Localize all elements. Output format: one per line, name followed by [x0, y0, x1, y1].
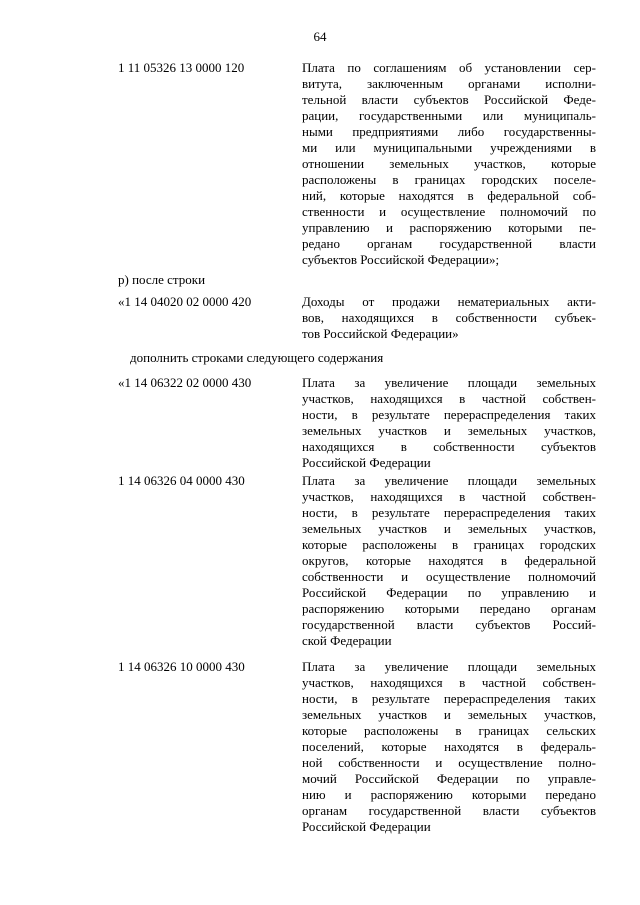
description-line: субъектов Российской Федерации»;	[302, 252, 500, 267]
budget-code-description	[302, 294, 596, 342]
description-line: мочий Российской Федерации по управле-	[302, 771, 596, 786]
description-line: которые расположены в границах сельских	[302, 723, 596, 738]
description-line: Российской Федерации по управлению и	[302, 585, 596, 600]
description-line: Плата за увеличение площади земельных	[302, 473, 596, 488]
budget-code-description	[302, 659, 596, 835]
description-line: которые расположены в границах городских	[302, 537, 596, 552]
description-line: Доходы от продажи нематериальных акти-	[302, 294, 596, 309]
description-line: ности, в результате перераспределения таких	[302, 691, 596, 706]
budget-code-description	[302, 60, 596, 268]
budget-code-description	[302, 473, 596, 649]
description-line: распоряжению которыми передано органам	[302, 601, 596, 616]
budget-code: «1 14 06322 02 0000 430	[118, 375, 252, 390]
description-line: находящихся в собственности субъектов	[302, 439, 596, 454]
description-line: ности, в результате перераспределения таких	[302, 407, 596, 422]
description-line: поселений, которые находятся в федераль-	[302, 739, 596, 754]
description-line: тельной власти субъектов Российской Феде-	[302, 92, 596, 107]
description-line: рации, государственными или муниципаль-	[302, 108, 596, 123]
description-line: собственности и осуществление полномочий	[302, 569, 596, 584]
description-line: Плата за увеличение площади земельных	[302, 659, 596, 674]
description-line: ской Федерации	[302, 633, 392, 648]
description-line: участков, находящихся в частной собствен-	[302, 489, 596, 504]
description-line: земельных участков и земельных участков,	[302, 707, 596, 722]
description-line: Плата за увеличение площади земельных	[302, 375, 596, 390]
instruction-supplement: дополнить строками следующего содержания	[130, 350, 384, 365]
description-line: ной собственности и осуществление полно-	[302, 755, 596, 770]
description-line: ний, которые находятся в федеральной соб-	[302, 188, 596, 203]
budget-code: 1 11 05326 13 0000 120	[118, 60, 245, 75]
instruction-after-line: р) после строки	[118, 272, 206, 287]
description-line: государственной власти субъектов Россий-	[302, 617, 596, 632]
description-line: расположены в границах городских поселе-	[302, 172, 596, 187]
description-line: Плата по соглашениям об установлении сер-	[302, 60, 596, 75]
budget-code: 1 14 06326 10 0000 430	[118, 659, 245, 674]
description-line: ными предприятиями либо государственны-	[302, 124, 596, 139]
description-line: вов, находящихся в собственности субъек-	[302, 310, 596, 325]
description-line: тов Российской Федерации»	[302, 326, 459, 341]
description-line: округов, которые находятся в федеральной	[302, 553, 596, 568]
description-line: органам государственной власти субъектов	[302, 803, 596, 818]
description-line: Российской Федерации	[302, 455, 431, 470]
page-number: 64	[313, 29, 327, 44]
description-line: земельных участков и земельных участков,	[302, 521, 596, 536]
description-line: нию и распоряжению которыми передано	[302, 787, 596, 802]
description-line: участков, находящихся в частной собствен-	[302, 391, 596, 406]
budget-code: 1 14 06326 04 0000 430	[118, 473, 245, 488]
description-line: витута, заключенным органами исполни-	[302, 76, 596, 91]
description-line: управлению и распоряжению которыми пе-	[302, 220, 596, 235]
description-line: отношении земельных участков, которые	[302, 156, 596, 171]
description-line: участков, находящихся в частной собствен-	[302, 675, 596, 690]
description-line: Российской Федерации	[302, 819, 431, 834]
budget-code: «1 14 04020 02 0000 420	[118, 294, 252, 309]
budget-code-description	[302, 375, 596, 471]
description-line: редано органам государственной власти	[302, 236, 596, 251]
description-line: ственности и осуществление полномочий по	[302, 204, 596, 219]
description-line: земельных участков и земельных участков,	[302, 423, 596, 438]
description-line: ности, в результате перераспределения таких	[302, 505, 596, 520]
description-line: ми или муниципальными учреждениями в	[302, 140, 596, 155]
